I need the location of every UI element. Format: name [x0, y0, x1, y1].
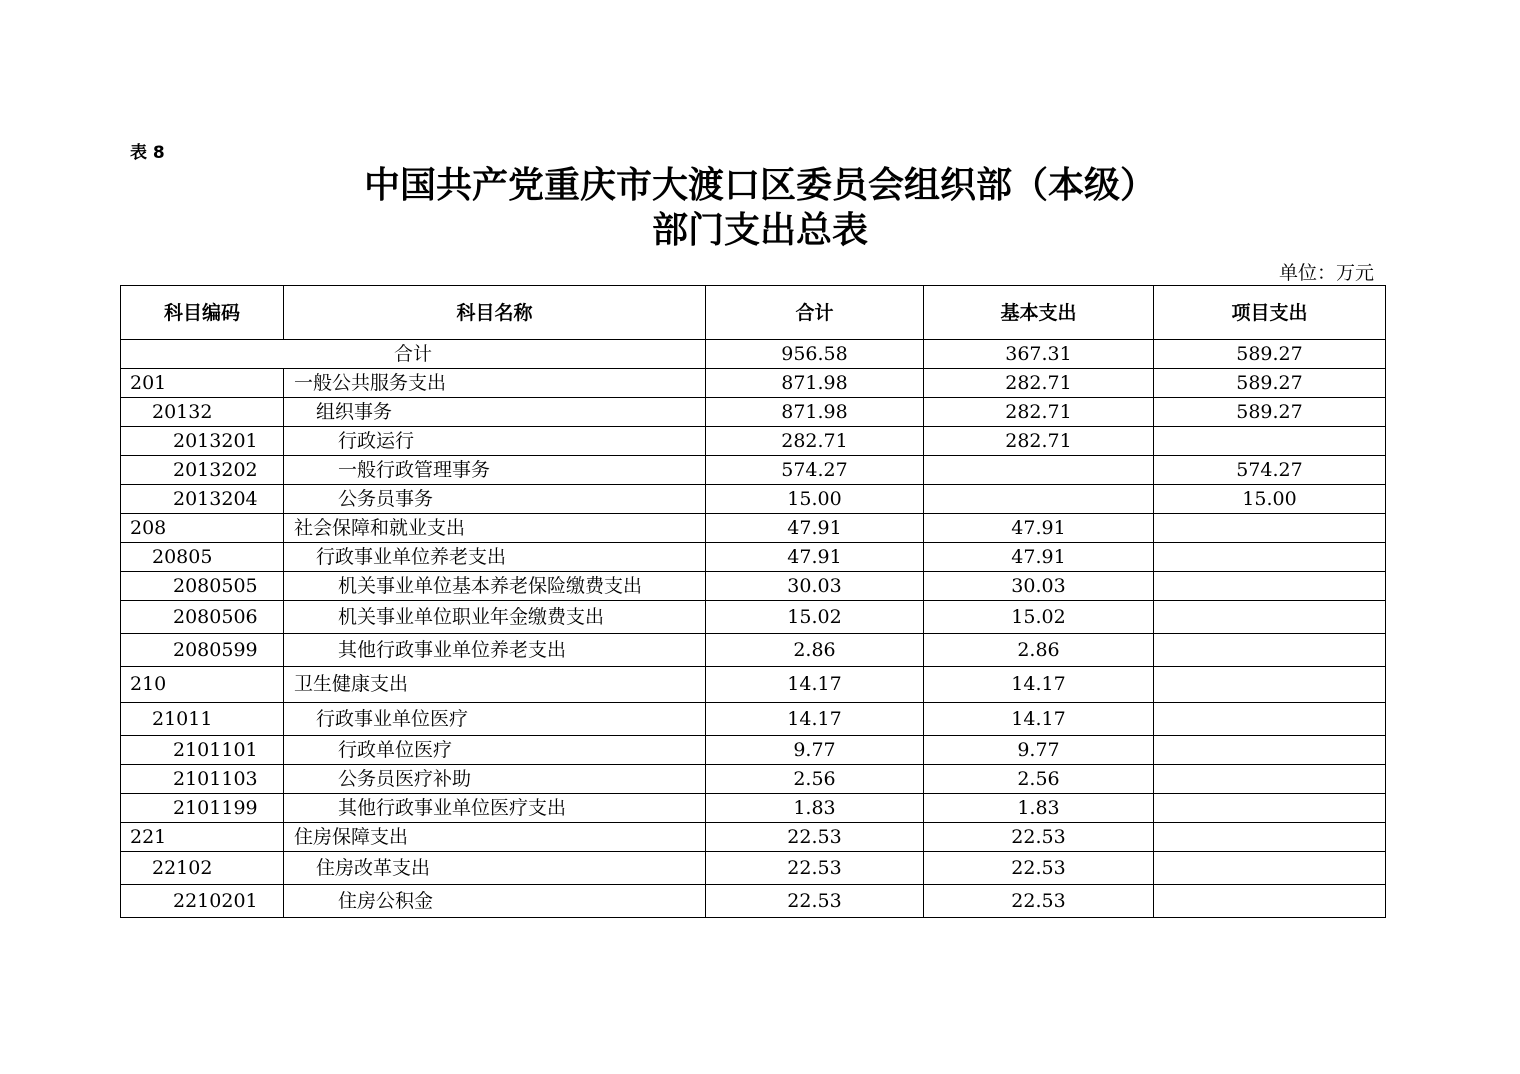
row-name: 行政事业单位医疗	[284, 703, 706, 736]
row-project	[1154, 667, 1386, 703]
row-basic: 15.02	[924, 601, 1154, 634]
table-row	[121, 703, 1386, 736]
table-row	[121, 456, 1386, 485]
row-name: 行政运行	[284, 427, 706, 456]
table-row	[121, 427, 1386, 456]
header-code: 科目编码	[121, 286, 284, 340]
row-name: 机关事业单位基本养老保险缴费支出	[284, 572, 706, 601]
row-basic: 47.91	[924, 514, 1154, 543]
row-total: 2.56	[706, 765, 924, 794]
row-basic: 14.17	[924, 667, 1154, 703]
row-code: 20132	[121, 398, 284, 427]
row-project	[1154, 572, 1386, 601]
header-name: 科目名称	[284, 286, 706, 340]
row-basic: 22.53	[924, 852, 1154, 885]
table-row	[121, 794, 1386, 823]
row-project	[1154, 885, 1386, 918]
summary-label: 合计	[121, 340, 706, 369]
row-basic: 22.53	[924, 823, 1154, 852]
header-basic: 基本支出	[924, 286, 1154, 340]
row-total: 15.00	[706, 485, 924, 514]
row-project: 574.27	[1154, 456, 1386, 485]
page-subtitle: 部门支出总表	[651, 210, 868, 251]
row-total: 1.83	[706, 794, 924, 823]
row-project	[1154, 823, 1386, 852]
table-row	[121, 514, 1386, 543]
unit-label: 单位：万元	[1278, 262, 1374, 284]
row-basic	[924, 485, 1154, 514]
row-name: 公务员事务	[284, 485, 706, 514]
header-project: 项目支出	[1154, 286, 1386, 340]
row-project	[1154, 736, 1386, 765]
row-code: 22102	[121, 852, 284, 885]
row-name: 机关事业单位职业年金缴费支出	[284, 601, 706, 634]
table-row	[121, 485, 1386, 514]
row-total: 871.98	[706, 398, 924, 427]
row-total: 282.71	[706, 427, 924, 456]
row-name: 其他行政事业单位医疗支出	[284, 794, 706, 823]
table-row	[121, 823, 1386, 852]
row-name: 住房改革支出	[284, 852, 706, 885]
expenditure-table	[120, 285, 1386, 918]
row-code: 201	[121, 369, 284, 398]
row-total: 22.53	[706, 852, 924, 885]
row-code: 2080505	[121, 572, 284, 601]
row-name: 行政事业单位养老支出	[284, 543, 706, 572]
table-row	[121, 634, 1386, 667]
row-name: 住房保障支出	[284, 823, 706, 852]
row-basic	[924, 456, 1154, 485]
row-name: 其他行政事业单位养老支出	[284, 634, 706, 667]
row-total: 30.03	[706, 572, 924, 601]
row-code: 2080506	[121, 601, 284, 634]
row-code: 20805	[121, 543, 284, 572]
row-basic: 2.56	[924, 765, 1154, 794]
header-row	[121, 286, 1386, 340]
summary-project: 589.27	[1154, 340, 1386, 369]
summary-basic: 367.31	[924, 340, 1154, 369]
row-project	[1154, 634, 1386, 667]
row-total: 47.91	[706, 514, 924, 543]
row-basic: 14.17	[924, 703, 1154, 736]
table-row	[121, 667, 1386, 703]
table-row	[121, 398, 1386, 427]
row-code: 2080599	[121, 634, 284, 667]
page-title: 中国共产党重庆市大渡口区委员会组织部（本级）	[363, 165, 1156, 206]
row-project	[1154, 703, 1386, 736]
row-total: 2.86	[706, 634, 924, 667]
table-row	[121, 543, 1386, 572]
row-project	[1154, 427, 1386, 456]
row-code: 221	[121, 823, 284, 852]
row-project	[1154, 852, 1386, 885]
summary-row	[121, 340, 1386, 369]
row-code: 208	[121, 514, 284, 543]
row-code: 2101101	[121, 736, 284, 765]
row-basic: 22.53	[924, 885, 1154, 918]
row-total: 22.53	[706, 885, 924, 918]
row-total: 871.98	[706, 369, 924, 398]
row-code: 2013201	[121, 427, 284, 456]
row-total: 14.17	[706, 667, 924, 703]
row-project: 589.27	[1154, 369, 1386, 398]
row-name: 卫生健康支出	[284, 667, 706, 703]
row-name: 社会保障和就业支出	[284, 514, 706, 543]
table-row	[121, 736, 1386, 765]
row-name: 一般行政管理事务	[284, 456, 706, 485]
row-name: 一般公共服务支出	[284, 369, 706, 398]
row-project	[1154, 514, 1386, 543]
row-name: 公务员医疗补助	[284, 765, 706, 794]
row-total: 15.02	[706, 601, 924, 634]
header-total: 合计	[706, 286, 924, 340]
row-code: 2013204	[121, 485, 284, 514]
summary-total: 956.58	[706, 340, 924, 369]
table-row	[121, 601, 1386, 634]
row-basic: 2.86	[924, 634, 1154, 667]
row-code: 210	[121, 667, 284, 703]
row-code: 2210201	[121, 885, 284, 918]
row-total: 9.77	[706, 736, 924, 765]
row-total: 47.91	[706, 543, 924, 572]
row-project	[1154, 601, 1386, 634]
row-code: 2013202	[121, 456, 284, 485]
row-project	[1154, 765, 1386, 794]
row-project	[1154, 543, 1386, 572]
table-row	[121, 369, 1386, 398]
row-project	[1154, 794, 1386, 823]
row-name: 住房公积金	[284, 885, 706, 918]
row-basic: 282.71	[924, 427, 1154, 456]
row-basic: 30.03	[924, 572, 1154, 601]
table-row	[121, 885, 1386, 918]
row-code: 2101199	[121, 794, 284, 823]
row-total: 22.53	[706, 823, 924, 852]
table-row	[121, 572, 1386, 601]
row-name: 行政单位医疗	[284, 736, 706, 765]
table-label: 表 8	[130, 143, 165, 163]
row-basic: 9.77	[924, 736, 1154, 765]
row-basic: 47.91	[924, 543, 1154, 572]
row-basic: 282.71	[924, 369, 1154, 398]
row-name: 组织事务	[284, 398, 706, 427]
table-row	[121, 852, 1386, 885]
table-row	[121, 765, 1386, 794]
row-code: 2101103	[121, 765, 284, 794]
row-basic: 1.83	[924, 794, 1154, 823]
row-project: 589.27	[1154, 398, 1386, 427]
row-basic: 282.71	[924, 398, 1154, 427]
row-total: 574.27	[706, 456, 924, 485]
row-project: 15.00	[1154, 485, 1386, 514]
row-code: 21011	[121, 703, 284, 736]
row-total: 14.17	[706, 703, 924, 736]
